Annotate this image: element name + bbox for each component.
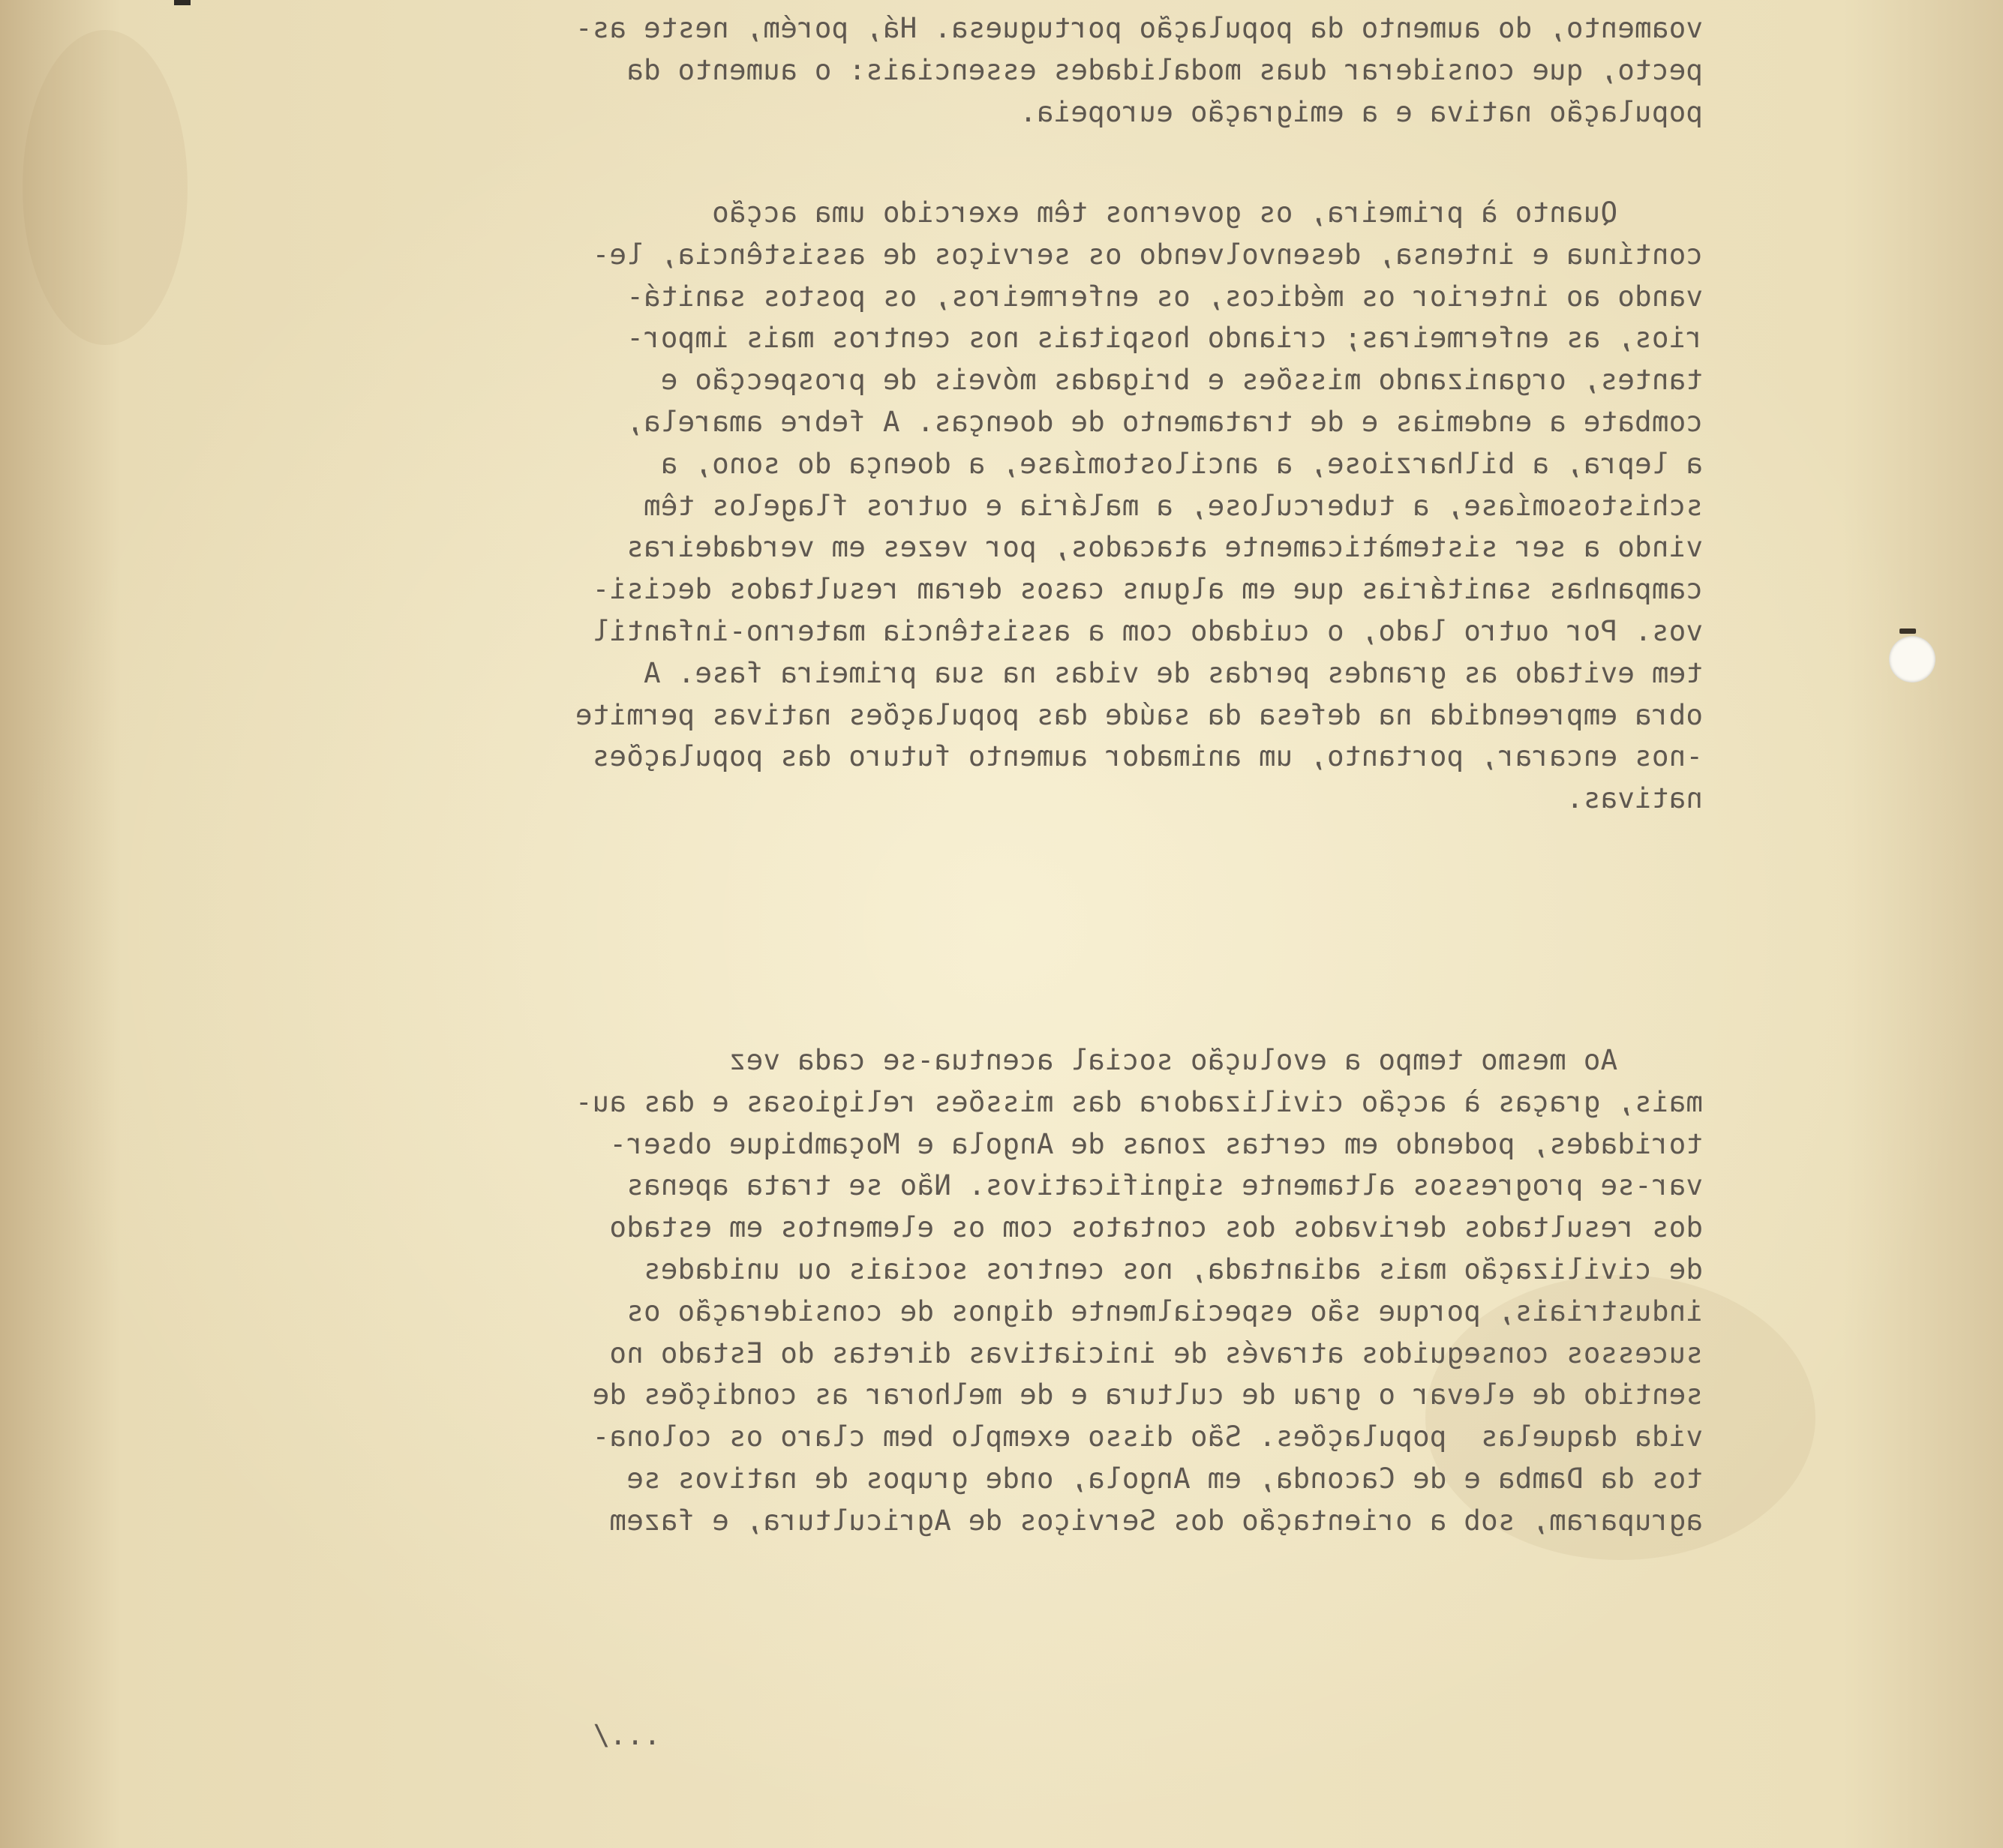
text-line: sucessos conseguidos através de iniciativas diretas do Estado no — [609, 1336, 1703, 1370]
text-line: vos. Por outro lado, o cuidado com a assistência materno-infantil — [592, 614, 1703, 647]
text-line: mais, graças à acção civilizadora das missões religiosas e das au- — [575, 1084, 1703, 1118]
text-line: Quanto à primeira, os governos têm exercido uma acção — [711, 196, 1703, 229]
text-line: sentido de elevar o grau de cultura e de melhorar as condições de — [592, 1378, 1703, 1412]
text-line: combate a endemias e de tratamento de doenças. A febre amarela, — [626, 404, 1703, 438]
text-line: obra empreendida na defesa da saúde das populações nativas permite — [575, 698, 1703, 731]
text-line: industriais, porque são especialmente dignos de consideração os — [626, 1294, 1703, 1328]
text-line: voamento, do aumento da população portuguesa. Há, porém, neste as- — [575, 11, 1703, 44]
mirrored-typewritten-text — [113, 0, 1703, 1800]
text-line: schistosomíase, a tuberculose, a malária e outros flagelos têm — [643, 488, 1703, 522]
text-line: vando ao interior os médicos, os enfermeiros, os postos sanitá- — [626, 279, 1703, 313]
text-line: rios, as enfermeiras; criando hospitais nos centros mais impor- — [626, 321, 1703, 355]
text-line: toridades, podendo em certas zonas de Angola e Moçambique obser- — [609, 1126, 1703, 1160]
paragraph — [113, 8, 1703, 133]
text-line: var-se progressos altamente significativos. Não se trata apenas — [626, 1168, 1703, 1202]
paragraph — [113, 1040, 1703, 1542]
text-line: tem evitado as grandes perdas de vidas na sua primeira fase. A — [643, 656, 1703, 689]
punch-hole — [1889, 636, 1935, 682]
text-line: nativas. — [1566, 782, 1703, 815]
text-line: pecto, que considerar duas modalidades essenciais: o aumento da — [626, 52, 1703, 86]
text-line: vindo a ser sistemàticamente atacados, por vezes em verdadeiras — [626, 530, 1703, 564]
continuation-marker: .../ — [592, 1718, 1703, 1751]
paragraph — [113, 192, 1703, 820]
text-line: -nos encarar, portanto, um animador aumento futuro das populações — [592, 740, 1703, 773]
ink-mark — [1899, 628, 1916, 634]
text-line: vida daquelas populações. São disso exemplo bem claro os colona- — [592, 1420, 1703, 1454]
text-line: Ao mesmo tempo a evolução social acentua-se cada vez — [728, 1043, 1703, 1076]
text-line: a lepra, a bilharziose, a ancilostomíase, a doença do sono, a — [660, 446, 1703, 480]
text-line: agruparam, sob a orientação dos Serviços de Agricultura, e fazem — [609, 1503, 1703, 1537]
text-line: de civilização mais adiantada, nos centros sociais ou unidades — [643, 1252, 1703, 1286]
text-line: contínua e intensa, desenvolvendo os serviços de assistência, le- — [592, 237, 1703, 271]
text-line: dos resultados derivados dos contatos com os elementos em estado — [609, 1210, 1703, 1244]
text-line: campanhas sanitárias que em alguns casos deram resultados decisi- — [592, 572, 1703, 606]
text-line: tos da Damba e de Caconda, em Angola, onde grupos de nativos se — [626, 1461, 1703, 1495]
text-line: tantes, organizando missões e brigadas móveis de prospecção e — [660, 363, 1703, 397]
text-line: população nativa e a emigração europeia. — [1019, 94, 1703, 128]
